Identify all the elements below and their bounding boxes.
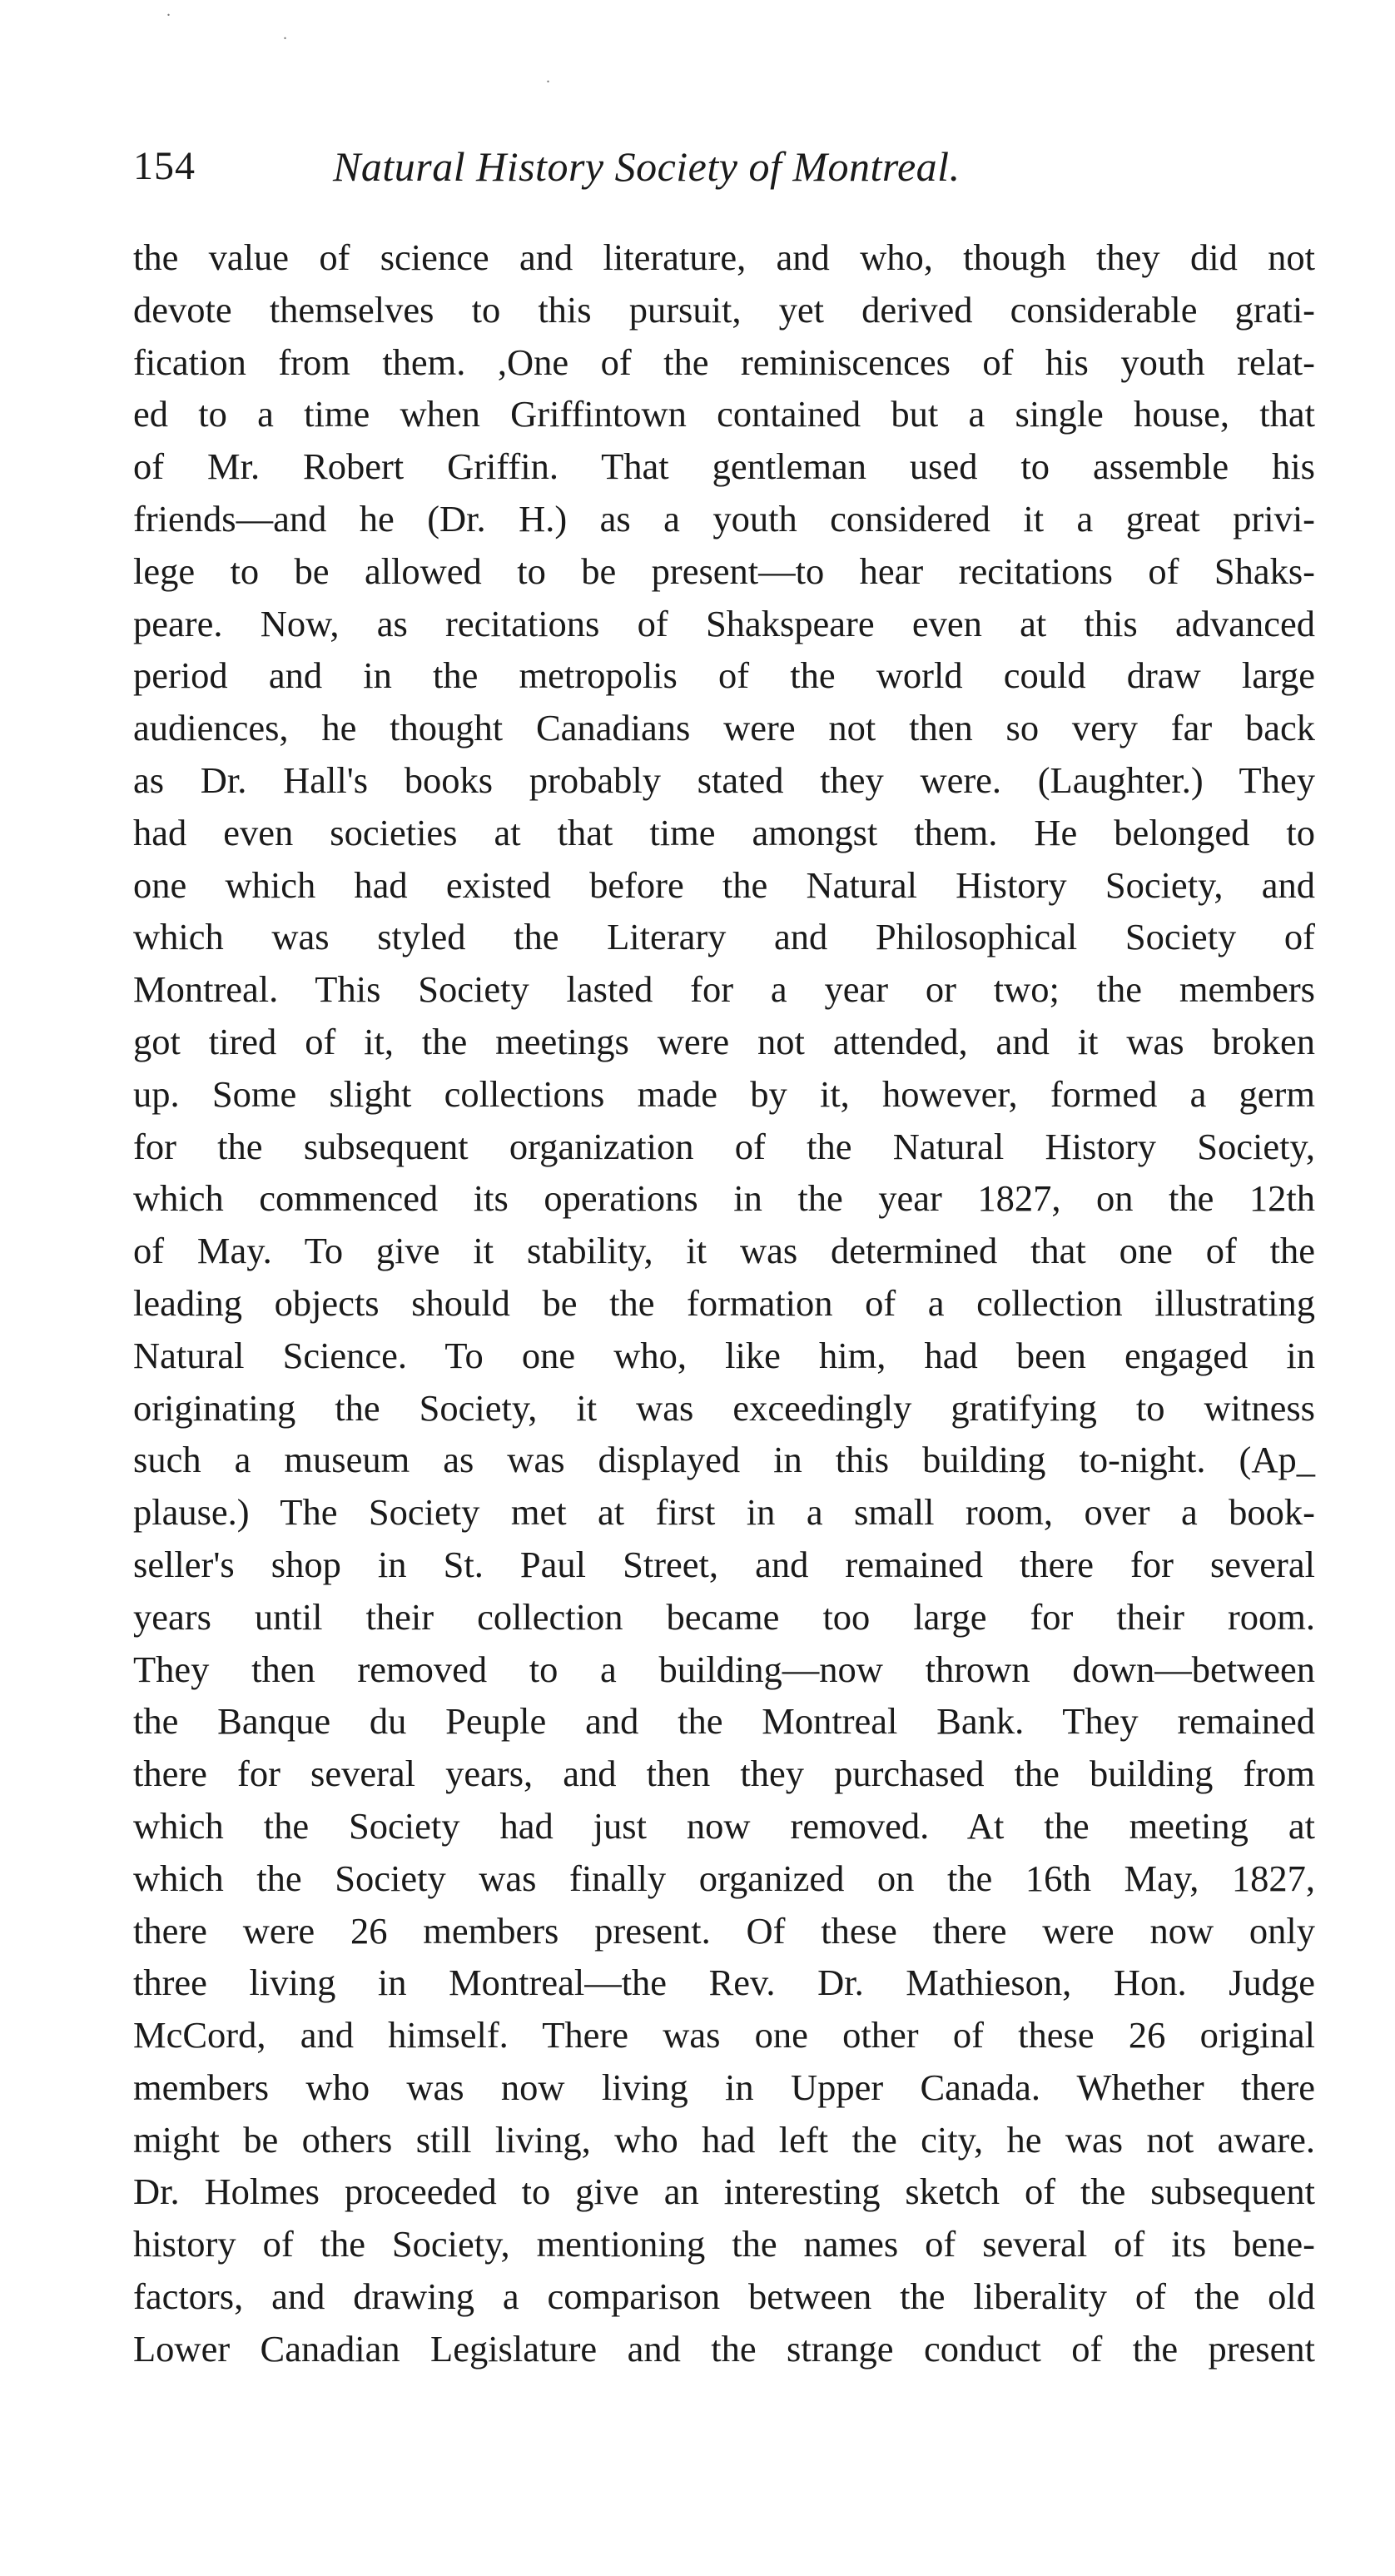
body-text <box>133 231 1315 2375</box>
text-line: Lower Canadian Legislature and the strange conduct of the present <box>133 2327 1315 2370</box>
scan-speck: . <box>166 2 171 20</box>
text-line: audiences, he thought Canadians were not then so very far back <box>133 707 1315 749</box>
text-line: years until their collection became too large for their room. <box>133 1595 1315 1638</box>
text-line: the value of science and literature, and who, though they did not <box>133 236 1315 278</box>
text-line: had even societies at that time amongst them. He belonged to <box>133 811 1315 853</box>
text-line: which the Society was finally organized on the 16th May, 1827, <box>133 1857 1315 1899</box>
text-line: which the Society had just now removed. At the meeting at <box>133 1804 1315 1847</box>
text-line: three living in Montreal—the Rev. Dr. Mathieson, Hon. Judge <box>133 1962 1315 2004</box>
text-line: which was styled the Literary and Philosophical Society of <box>133 916 1315 958</box>
text-line: period and in the metropolis of the world could draw large <box>133 654 1315 697</box>
text-line: of May. To give it stability, it was determined that one of the <box>133 1230 1315 1272</box>
text-line: lege to be allowed to be present—to hear recitations of Shaks- <box>133 550 1315 592</box>
text-line: one which had existed before the Natural History Society, and <box>133 863 1315 906</box>
text-line: peare. Now, as recitations of Shakspeare even at this advanced <box>133 602 1315 644</box>
text-line: for the subsequent organization of the Natural History Society, <box>133 1125 1315 1167</box>
text-line: there were 26 members present. Of these there were now only <box>133 1909 1315 1952</box>
text-line: fication from them. ,One of the reminiscences of his youth relat- <box>133 341 1315 383</box>
text-line: the Banque du Peuple and the Montreal Bank. They remained <box>133 1700 1315 1743</box>
text-line: plause.) The Society met at first in a small room, over a book- <box>133 1491 1315 1534</box>
scan-speck: . <box>546 68 550 87</box>
text-line: got tired of it, the meetings were not attended, and it was broken <box>133 1020 1315 1062</box>
text-line: seller's shop in St. Paul Street, and remained there for several <box>133 1543 1315 1585</box>
text-line: leading objects should be the formation of a collection illustrating <box>133 1281 1315 1324</box>
text-line: might be others still living, who had left the city, he was not aware. <box>133 2118 1315 2161</box>
text-line: of Mr. Robert Griffin. That gentleman used to assemble his <box>133 445 1315 488</box>
text-line: Montreal. This Society lasted for a year or two; the members <box>133 968 1315 1011</box>
page-number: 154 <box>133 144 196 188</box>
text-line: McCord, and himself. There was one other of these 26 original <box>133 2014 1315 2056</box>
running-title: Natural History Society of Montreal. <box>333 143 961 190</box>
text-line: factors, and drawing a comparison between the liberality of the old <box>133 2275 1315 2318</box>
text-line: originating the Society, it was exceedingly gratifying to witness <box>133 1386 1315 1429</box>
text-line: friends—and he (Dr. H.) as a youth considered it a great privi- <box>133 497 1315 540</box>
text-line: history of the Society, mentioning the names of several of its bene- <box>133 2223 1315 2265</box>
text-line: there for several years, and then they purchased the building from <box>133 1753 1315 1795</box>
text-line: members who was now living in Upper Canada. Whether there <box>133 2066 1315 2108</box>
text-line: as Dr. Hall's books probably stated they were. (Laughter.) They <box>133 758 1315 801</box>
text-line: ed to a time when Griffintown contained but a single house, that <box>133 393 1315 435</box>
scan-speck: . <box>283 25 287 43</box>
text-line: which commenced its operations in the year 1827, on the 12th <box>133 1177 1315 1220</box>
page-header <box>133 133 1315 200</box>
text-line: up. Some slight collections made by it, however, formed a germ <box>133 1072 1315 1115</box>
text-line: devote themselves to this pursuit, yet derived considerable grati- <box>133 288 1315 331</box>
text-line: Natural Science. To one who, like him, had been engaged in <box>133 1334 1315 1376</box>
text-line: Dr. Holmes proceeded to give an interesting sketch of the subsequent <box>133 2171 1315 2213</box>
text-line: They then removed to a building—now thrown down—between <box>133 1648 1315 1690</box>
text-line: such a museum as was displayed in this building to-night. (Ap_ <box>133 1439 1315 1481</box>
